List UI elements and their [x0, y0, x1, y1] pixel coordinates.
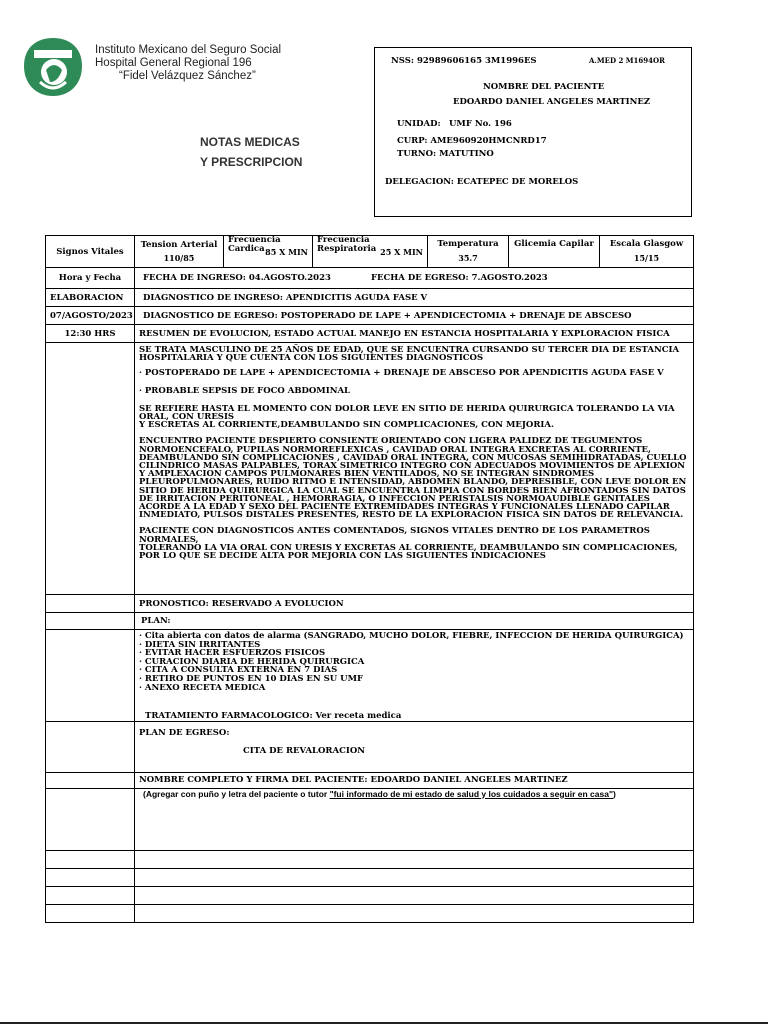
- tratamiento: TRATAMIENTO FARMACOLOGICO: Ver receta medica: [145, 711, 402, 722]
- dx-ingreso-row: [46, 289, 694, 307]
- imss-logo-icon: [20, 36, 86, 98]
- glasgow-label: Escala Glasgow: [609, 239, 684, 249]
- fc-cell: [224, 236, 313, 268]
- firma-note-quote: "fui informado de mi estado de salud y los cuidados a seguir en casa": [329, 788, 614, 799]
- glasgow-cell: [600, 236, 694, 268]
- resumen-p6b: TOLERANDO LA VIA ORAL CON URESIS Y EXCRETAS AL CORRIENTE, DEAMBULANDO SIN COMPLICACIONES,: [139, 542, 678, 553]
- document-code: A.MED 2 M1694OR: [589, 56, 665, 65]
- document-title: [200, 132, 302, 172]
- signos-vitales-label: Signos Vitales: [46, 236, 135, 268]
- hospital-subname: “Fidel Velázquez Sánchez”: [119, 70, 256, 82]
- fr-value: 25 X MIN: [380, 247, 423, 257]
- patient-info-box: [374, 47, 692, 217]
- temp-label: Temperatura: [437, 239, 499, 249]
- plan-egreso-cell: [135, 721, 694, 772]
- fecha-elaboracion: 07/AGOSTO/2023: [46, 307, 135, 325]
- unidad-label: UNIDAD:: [397, 119, 441, 129]
- plan-item: · DIETA SIN IRRITANTES: [139, 639, 261, 650]
- resumen-row: [46, 343, 694, 595]
- tension-value: 110/85: [163, 253, 195, 263]
- glasgow-value: 15/15: [633, 253, 660, 263]
- hora-fecha-label: Hora y Fecha: [46, 268, 135, 289]
- hospital-name: Hospital General Regional 196: [95, 57, 252, 69]
- notes-table: [45, 235, 694, 923]
- blank-row: [46, 904, 694, 922]
- hora-elaboracion: 12:30 HRS: [46, 325, 135, 343]
- fr-label: Frecuencia Respiratoria: [317, 235, 377, 254]
- nss: NSS: 92989606165 3M1996ES: [391, 56, 537, 66]
- firma-row: [46, 788, 694, 850]
- delegacion: DELEGACION: ECATEPEC DE MORELOS: [385, 177, 579, 187]
- plan-row: [46, 630, 694, 722]
- elaboracion-label: ELABORACION: [46, 289, 135, 307]
- fc-value: 85 X MIN: [265, 247, 308, 257]
- title-line-1: NOTAS MEDICAS: [200, 135, 300, 149]
- tension-label: Tension Arterial: [140, 240, 218, 250]
- blank-row: [46, 868, 694, 886]
- fechas-row: [46, 268, 694, 289]
- resumen-body: [135, 343, 694, 595]
- plan-list: [135, 630, 694, 722]
- title-line-2: Y PRESCRIPCION: [200, 155, 303, 169]
- fecha-egreso: FECHA DE EGRESO: 7.AGOSTO.2023: [371, 273, 548, 283]
- patient-name-label: NOMBRE DEL PACIENTE: [483, 82, 605, 92]
- temp-value: 35.7: [458, 253, 478, 263]
- glicemia-label: Glicemia Capilar: [514, 239, 594, 249]
- resumen-title-row: [46, 325, 694, 343]
- plan-egreso-value: CITA DE REVALORACION: [243, 745, 365, 756]
- plan-item: · CURACION DIARIA DE HERIDA QUIRURGICA: [139, 656, 365, 667]
- plan-item: · Cita abierta con datos de alarma (SANGRADO, MUCHO DOLOR, FIEBRE, INFECCION DE HERIDA QUIRURGICA): [139, 631, 684, 641]
- blank-row: [46, 850, 694, 868]
- dx-ingreso: DIAGNOSTICO DE INGRESO: APENDICITIS AGUDA FASE V: [135, 289, 694, 307]
- resumen-title: RESUMEN DE EVOLUCION, ESTADO ACTUAL MANEJO EN ESTANCIA HOSPITALARIA Y EXPLORACION FISICA: [135, 325, 694, 343]
- resumen-p6c: POR LO QUE SE DECIDE ALTA POR MEJORIA CON LAS SIGUIENTES INDICACIONES: [139, 551, 546, 562]
- dx-egreso-row: [46, 307, 694, 325]
- plan-item: · CITA A CONSULTA EXTERNA EN 7 DIAS: [139, 665, 338, 676]
- tension-cell: [135, 236, 224, 268]
- firma-label-row: [46, 772, 694, 788]
- turno: TURNO: MATUTINO: [397, 149, 494, 159]
- resumen-p3: · PROBABLE SEPSIS DE FOCO ABDOMINAL: [139, 385, 351, 396]
- firma-label: NOMBRE COMPLETO Y FIRMA DEL PACIENTE: EDOARDO DANIEL ANGELES MARTINEZ: [135, 772, 694, 788]
- resumen-p1: SE TRATA MASCULINO DE 25 AÑOS DE EDAD, QUE SE ENCUENTRA CURSANDO SU TERCER DIA DE ESTANCIA HOSPITALARIA Y QUE CUENTA CON LOS SIGUIENTES DIAGNOSTICOS: [139, 345, 680, 364]
- firma-note: [135, 788, 694, 850]
- firma-note-prefix: (Agregar con puño y letra del paciente o tutor: [143, 788, 330, 799]
- dx-egreso: DIAGNOSTICO DE EGRESO: POSTOPERADO DE LAPE + APENDICECTOMIA + DRENAJE DE ABSCESO: [135, 307, 694, 325]
- pronostico: PRONOSTICO: RESERVADO A EVOLUCION: [135, 595, 694, 613]
- resumen-p4b: Y ESCRETAS AL CORRIENTE,DEAMBULANDO SIN COMPLICACIONES, CON MEJORIA.: [139, 420, 554, 431]
- patient-name: EDOARDO DANIEL ANGELES MARTINEZ: [453, 97, 651, 107]
- plan-label: PLAN:: [135, 613, 694, 630]
- fechas-cell: [135, 268, 694, 289]
- unidad-value: UMF No. 196: [449, 119, 512, 129]
- resumen-p6a: PACIENTE CON DIAGNOSTICOS ANTES COMENTADOS, SIGNOS VITALES DENTRO DE LOS PARAMETROS NORMALES,: [139, 526, 650, 545]
- institution-name: Instituto Mexicano del Seguro Social: [95, 44, 282, 56]
- plan-label-row: [46, 613, 694, 630]
- temp-cell: [428, 236, 509, 268]
- vitals-row: [46, 236, 694, 268]
- curp: CURP: AME960920HMCNRD17: [397, 136, 547, 146]
- firma-note-suffix: ): [613, 788, 616, 799]
- glicemia-cell: [509, 236, 600, 268]
- plan-item: · ANEXO RECETA MEDICA: [139, 682, 266, 693]
- resumen-p4a: SE REFIERE HASTA EL MOMENTO CON DOLOR LEVE EN SITIO DE HERIDA QUIRURGICA TOLERANDO LA VIA ORAL, CON URESIS: [139, 403, 675, 423]
- institution-header: [95, 44, 281, 83]
- fr-cell: [313, 236, 428, 268]
- fecha-ingreso: FECHA DE INGRESO: 04.AGOSTO.2023: [143, 273, 331, 283]
- pronostico-row: [46, 595, 694, 613]
- fc-label: Frecuencia Cardica: [228, 235, 281, 254]
- resumen-p2: · POSTOPERADO DE LAPE + APENDICECTOMIA + DRENAJE DE ABSCESO POR APENDICITIS AGUDA FASE V: [139, 368, 664, 379]
- plan-egreso-row: [46, 721, 694, 772]
- plan-item: · RETIRO DE PUNTOS EN 10 DIAS EN SU UMF: [139, 673, 364, 684]
- blank-row: [46, 886, 694, 904]
- plan-item: · EVITAR HACER ESFUERZOS FISICOS: [139, 648, 326, 659]
- resumen-p5: ENCUENTRO PACIENTE DESPIERTO CONSIENTE ORIENTADO CON LIGERA PALIDEZ DE TEGUMENTOS NORMOENCEFALO, PUPILAS NORMOREFLEXICAS , CAVIDAD ORAL INTEGRA EXCRETAS AL CORRIENTE, DEAMBULANDO SIN COMPLICACIONES , CAVIDAD ORAL INTEGRA, CON MUCOSAS SEMIHIDRATADAS, CUELLO CILINDRICO MASAS PALPABLES, TORAX SIMETRICO INTEGRO CON ADECUADOS MOVIMIENTOS DE APLEXION Y AMPLEXACION CAMPOS PULMONARES BIEN VENTILADOS, NO SE INTEGRAN SINDROMES PLEUROPULMONARES, RUIDO RITMO E INTENSIDAD, ABDOMEN BLANDO, DEPRESIBLE, CON LEVE DOLOR EN SITIO DE HERIDA QUIRURGICA LA CUAL SE ENCUENTRA LIMPIA CON BORDES BIEN AFRONTADOS SIN DATOS DE IRRITACION PERITONEAL , HEMORRAGIA, O INFECCION PERISTALSIS NORMOAUDIBLE GENITALES ACORDE A LA EDAD Y SEXO DEL PACIENTE EXTREMIDADES INTEGRAS Y FUNCIONALES LLENADO CAPILAR INMEDIATO, PULSOS DISTALES PRESENTES, RESTO DE LA EXPLORACION FISICA SIN DATOS DE RELEVANCIA.: [139, 436, 687, 521]
- plan-egreso-label: PLAN DE EGRESO:: [139, 727, 230, 738]
